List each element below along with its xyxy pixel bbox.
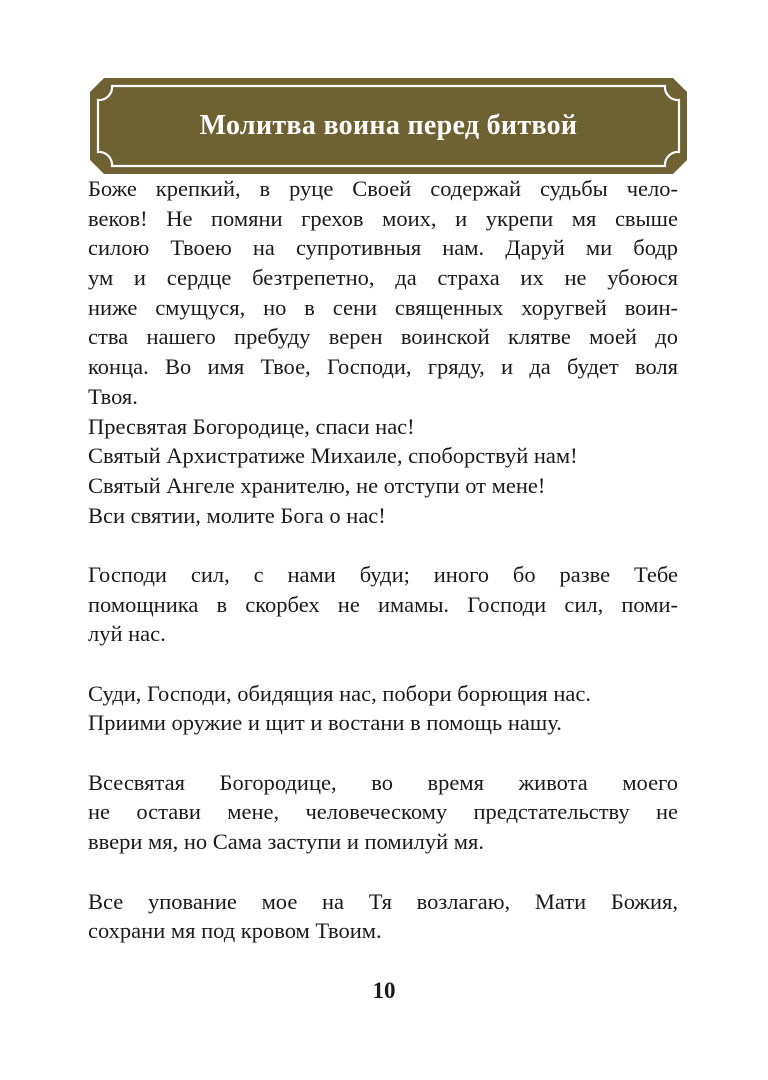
text-line: Суди, Господи, обидящия нас, побори борющия нас. xyxy=(88,680,592,706)
text-line: Пресвятая Богородице, спаси нас! xyxy=(88,413,415,439)
paragraph-3 xyxy=(88,560,678,649)
text-line: силою Твоею на супротивныя нам. Даруй ми бодр xyxy=(88,235,678,261)
prayer-text xyxy=(88,174,678,946)
text-line: не остави мене, человеческому предстательству не xyxy=(88,799,678,825)
paragraph-spacer xyxy=(88,649,678,679)
paragraph-1 xyxy=(88,174,678,412)
text-line: помощника в скорбех не имамы. Господи сил, поми- xyxy=(88,591,678,617)
text-line: Господи сил, с нами буди; иного бо разве Тебе xyxy=(88,561,678,587)
paragraph-5 xyxy=(88,768,678,857)
page-title: Молитва воина перед битвой xyxy=(199,110,578,141)
paragraph-4 xyxy=(88,679,678,738)
text-line: Твоя. xyxy=(88,383,138,409)
paragraph-2 xyxy=(88,412,678,531)
text-line: Вси святии, молите Бога о нас! xyxy=(88,502,386,528)
text-line: ниже смущуся, но в сени священных хоругвей воин- xyxy=(88,294,678,320)
text-line: луй нас. xyxy=(88,621,166,647)
text-line: ввери мя, но Сама заступи и помилуй мя. xyxy=(88,829,484,855)
text-line: Все упование мое на Тя возлагаю, Мати Божия, xyxy=(88,888,678,914)
text-line: ум и сердце безтрепетно, да страха их не убоюся xyxy=(88,265,678,291)
paragraph-spacer xyxy=(88,530,678,560)
text-line: сохрани мя под кровом Твоим. xyxy=(88,918,382,944)
text-line: конца. Во имя Твое, Господи, гряду, и да будет воля xyxy=(88,354,678,380)
text-line: Святый Ангеле хранителю, не отступи от мене! xyxy=(88,472,546,498)
paragraph-6 xyxy=(88,887,678,946)
paragraph-spacer xyxy=(88,738,678,768)
paragraph-spacer xyxy=(88,857,678,887)
text-line: Святый Архистратиже Михаиле, споборствуй нам! xyxy=(88,443,578,469)
title-plaque xyxy=(90,78,687,174)
text-line: Приими оружие и щит и востани в помощь нашу. xyxy=(88,710,562,736)
page-number: 10 xyxy=(372,978,396,1003)
text-line: веков! Не помяни грехов моих, и укрепи мя свыше xyxy=(88,205,678,231)
text-line: Всесвятая Богородице, во время живота моего xyxy=(88,769,678,795)
text-line: ства нашего пребуду верен воинской клятве моей до xyxy=(88,324,678,350)
text-line: Боже крепкий, в руце Своей содержай судьбы чело- xyxy=(88,176,678,201)
